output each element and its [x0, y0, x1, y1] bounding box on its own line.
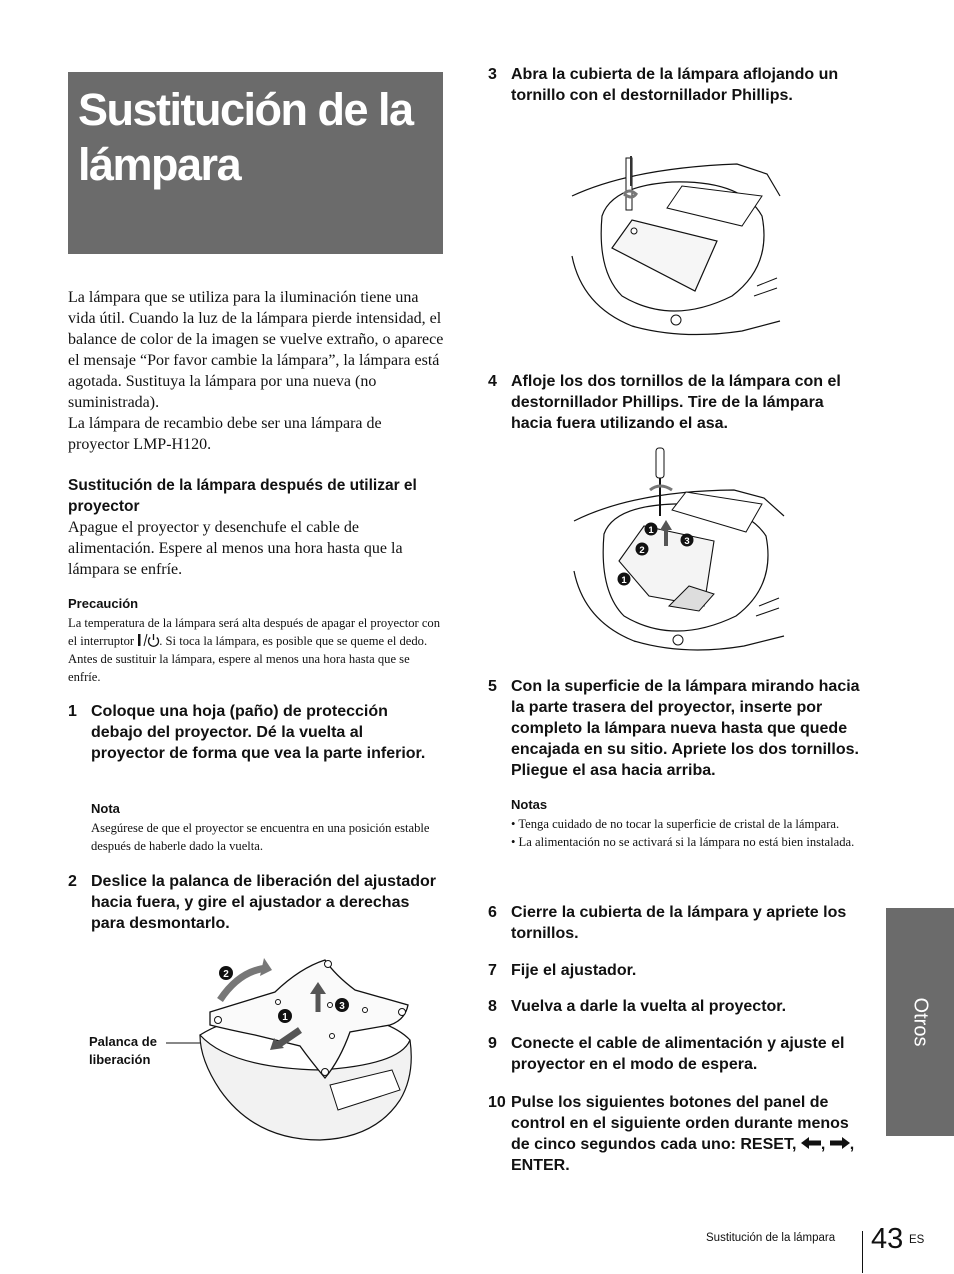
arrow-right-icon	[830, 1137, 850, 1149]
nota-heading: Nota	[91, 801, 120, 816]
step-9	[488, 1033, 868, 1077]
step-number: 8	[488, 998, 497, 1015]
step-number: 7	[488, 962, 497, 979]
page-title: Sustitución de la lámpara	[78, 84, 413, 190]
callout-3: 3	[684, 536, 690, 547]
lamp-cover-illustration	[572, 156, 780, 340]
callout-2: 2	[223, 969, 229, 980]
intro-text: La lámpara que se utiliza para la iluminación tiene una vida útil. Cuando la luz de la lámpara pierde intensidad, el balance de color de la imagen se vuelve extraño, o aparece el mensaje “Por favor cambie la lámpara”, la lámpara está agotada. Sustituya la lámpara por una nueva (no suministrada).	[68, 289, 444, 411]
title-block	[68, 72, 443, 254]
step-number: 10	[488, 1094, 506, 1111]
subheading: Sustitución de la lámpara después de utilizar el proyector	[68, 477, 417, 515]
step-text: Pulse los siguientes botones del panel de control en el siguiente orden durante menos de cinco segundos cada uno: RESET, , , ENTER.	[511, 1094, 855, 1174]
notas-item: • Tenga cuidado de no tocar la superficie de cristal de la lámpara.	[511, 817, 840, 831]
intro-text-2: La lámpara de recambio debe ser una lámpara de proyector LMP-H120.	[68, 415, 382, 453]
callout-1-bottom: 1	[621, 575, 627, 586]
intro-paragraph	[68, 287, 444, 455]
step-number: 5	[488, 678, 497, 695]
lamp-removal-illustration	[574, 446, 784, 656]
page-number: 43	[871, 1223, 904, 1255]
step-text: Cierre la cubierta de la lámpara y apriete los tornillos.	[511, 904, 847, 942]
step-number: 3	[488, 66, 497, 83]
step-7	[488, 960, 868, 982]
step-number: 4	[488, 373, 497, 390]
step-1	[68, 701, 444, 785]
step-text: Afloje los dos tornillos de la lámpara con el destornillador Phillips. Tire de la lámpara hacia fuera utilizando el asa.	[511, 373, 841, 432]
notas-list	[511, 815, 856, 851]
callout-1-top: 1	[648, 525, 654, 536]
step-text: Con la superficie de la lámpara mirando hacia la parte trasera del proyector, inserte por completo la lámpara nueva hasta que quede encajada en su sitio. Apriete los dos tornillos. Pliegue el asa hacia arriba.	[511, 678, 860, 779]
step-text: Fije el ajustador.	[511, 962, 637, 979]
step-number: 1	[68, 703, 77, 720]
language-code: ES	[909, 1234, 925, 1246]
callout-1: 1	[282, 1012, 288, 1023]
section-side-tab	[886, 908, 954, 1136]
power-switch-icon	[137, 633, 159, 647]
footer-section-label: Sustitución de la lámpara	[706, 1232, 836, 1244]
caution-heading: Precaución	[68, 596, 139, 611]
footer-divider	[862, 1231, 863, 1273]
step-number: 2	[68, 873, 77, 890]
step-text: Coloque una hoja (paño) de protección debajo del proyector. Dé la vuelta al proyector de forma que vea la parte inferior.	[91, 703, 426, 762]
caution-text: La temperatura de la lámpara será alta después de apagar el proyector con el interruptor . Si toca la lámpara, es posible que se queme el dedo. Antes de sustituir la lámpara, espere al menos una hora hasta que se enfríe.	[68, 616, 441, 684]
step-2	[68, 871, 444, 935]
step-6	[488, 902, 868, 946]
step-text: Deslice la palanca de liberación del ajustador hacia fuera, y gire el ajustador a derechas para desmontarlo.	[91, 873, 437, 932]
step-number: 9	[488, 1035, 497, 1052]
step-8	[488, 996, 868, 1018]
step-10	[488, 1092, 868, 1178]
notas-item: • La alimentación no se activará si la lámpara no está bien instalada.	[511, 835, 855, 849]
step-text: Vuelva a darle la vuelta al proyector.	[511, 998, 787, 1015]
side-tab-label: Otros	[909, 997, 932, 1047]
subheading-text: Apague el proyector y desenchufe el cable de alimentación. Espere al menos una hora hasta que la lámpara se enfríe.	[68, 519, 403, 578]
adjuster-illustration	[160, 950, 430, 1160]
nota-text: Asegúrese de que el proyector se encuentra en una posición estable después de haberle dado la vuelta.	[91, 821, 430, 853]
step-5	[488, 676, 868, 782]
step-3	[488, 64, 868, 108]
step-text: Abra la cubierta de la lámpara aflojando un tornillo con el destornillador Phillips.	[511, 66, 839, 104]
step-4	[488, 371, 868, 435]
step-text: Conecte el cable de alimentación y ajuste el proyector en el modo de espera.	[511, 1035, 845, 1073]
arrow-left-icon	[801, 1137, 821, 1149]
notas-heading: Notas	[511, 797, 548, 812]
callout-3: 3	[339, 1001, 345, 1012]
release-lever-label: Palanca de liberación	[89, 1034, 157, 1067]
step-number: 6	[488, 904, 497, 921]
callout-2: 2	[639, 545, 645, 556]
